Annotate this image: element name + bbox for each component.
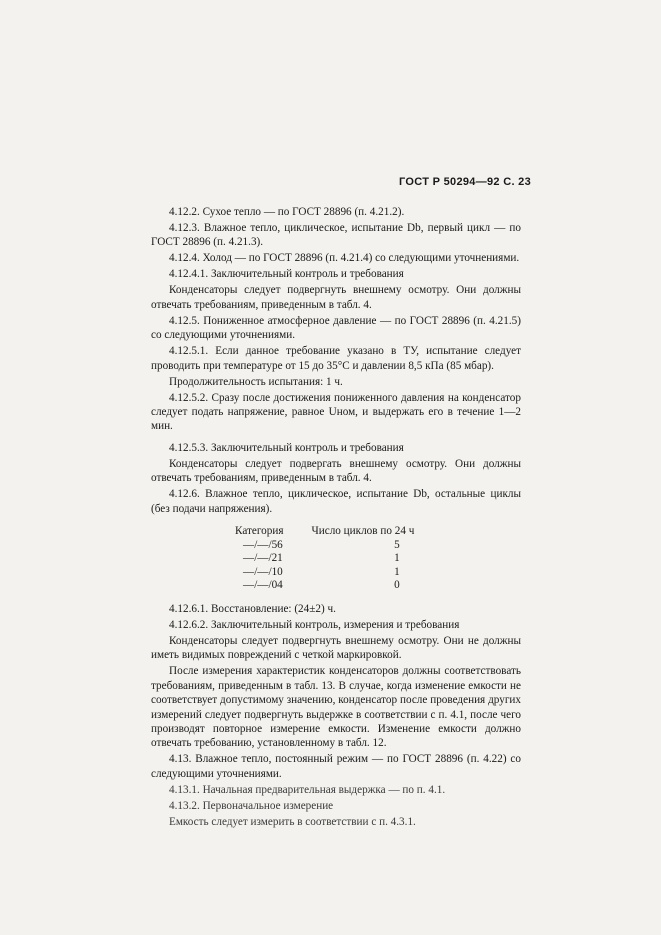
paragraph: 4.13. Влажное тепло, постоянный режим — по ГОСТ 28896 (п. 4.22) со следующими уточнениями.	[151, 753, 521, 780]
table-cell-cycles: 0	[394, 579, 400, 592]
table-cell-cycles: 1	[394, 565, 400, 578]
table-cell-category: —/—/21	[243, 552, 283, 565]
paragraph: 4.12.5.3. Заключительный контроль и требования	[169, 441, 404, 454]
table-cell-category: —/—/56	[243, 538, 283, 551]
paragraph: Емкость следует измерить в соответствии с п. 4.3.1.	[169, 815, 416, 828]
paragraph: Конденсаторы следует подвергать внешнему осмотру. Они должны отвечать требованиям, приведенным в табл. 4.	[151, 457, 521, 485]
paragraph: Конденсаторы следует подвергнуть внешнему осмотру. Они не должны иметь видимых повреждений с четкой маркировкой.	[151, 635, 521, 662]
paragraph: 4.13.1. Начальная предварительная выдержка — по п. 4.1.	[169, 783, 446, 796]
paragraph: 4.12.5. Пониженное атмосферное давление — по ГОСТ 28896 (п. 4.21.5) со следующими уточнениями.	[151, 314, 521, 342]
table-cell-category: —/—/04	[243, 579, 283, 592]
paragraph: 4.12.5.2. Сразу после достижения пониженного давления на конденсатор следует подать напряжение, равное Uном, и выдержать его в течение 1—2 мин.	[151, 391, 521, 433]
table-cell-category: —/—/10	[243, 565, 283, 578]
paragraph: Конденсаторы следует подвергнуть внешнему осмотру. Они должны отвечать требованиям, приведенным в табл. 4.	[151, 284, 521, 311]
table-header-cycles: Число циклов по 24 ч	[311, 525, 415, 538]
table-cell-cycles: 5	[394, 538, 400, 551]
table-row	[235, 539, 442, 553]
table-row	[235, 552, 442, 566]
paragraph: 4.13.2. Первоначальное измерение	[169, 799, 334, 812]
paragraph: 4.12.6. Влажное тепло, циклическое, испытание Db, остальные циклы (без подачи напряжения).	[151, 488, 521, 515]
cycles-table	[235, 525, 442, 593]
paragraph: 4.12.2. Сухое тепло — по ГОСТ 28896 (п. 4.21.2).	[169, 206, 405, 218]
table-row	[235, 579, 442, 593]
paragraph: 4.12.6.2. Заключительный контроль, измерения и требования	[169, 619, 460, 632]
page-header: ГОСТ Р 50294—92 С. 23	[399, 176, 531, 188]
document-body	[151, 205, 521, 829]
table-row	[235, 566, 442, 580]
paragraph: После измерения характеристик конденсаторов должны соответствовать требованиям, приведенным в табл. 13. В случае, когда изменение емкости не соответствует допустимому значению, конденсатор после проведения других измерений следует подвергнуть выдержке в соответствии с п. 4.1, после чего производят повторное измерение емкости. Изменение емкости должно отвечать требованию, установленному в табл. 12.	[151, 665, 521, 750]
paragraph: 4.12.4. Холод — по ГОСТ 28896 (п. 4.21.4) со следующими уточнениями.	[169, 252, 520, 265]
table-header-category: Категория	[235, 525, 284, 538]
table-cell-cycles: 1	[394, 552, 400, 565]
paragraph: 4.12.4.1. Заключительный контроль и требования	[169, 268, 404, 281]
paragraph: 4.12.3. Влажное тепло, циклическое, испытание Db, первый цикл — по ГОСТ 28896 (п. 4.21.3).	[151, 222, 521, 249]
paragraph: 4.12.6.1. Восстановление: (24±2) ч.	[169, 603, 336, 616]
paragraph: 4.12.5.1. Если данное требование указано в ТУ, испытание следует проводить при температуре от 15 до 35°С и давлении 8,5 кПа (85 мбар).	[151, 345, 521, 372]
paragraph: Продолжительность испытания: 1 ч.	[169, 375, 343, 388]
